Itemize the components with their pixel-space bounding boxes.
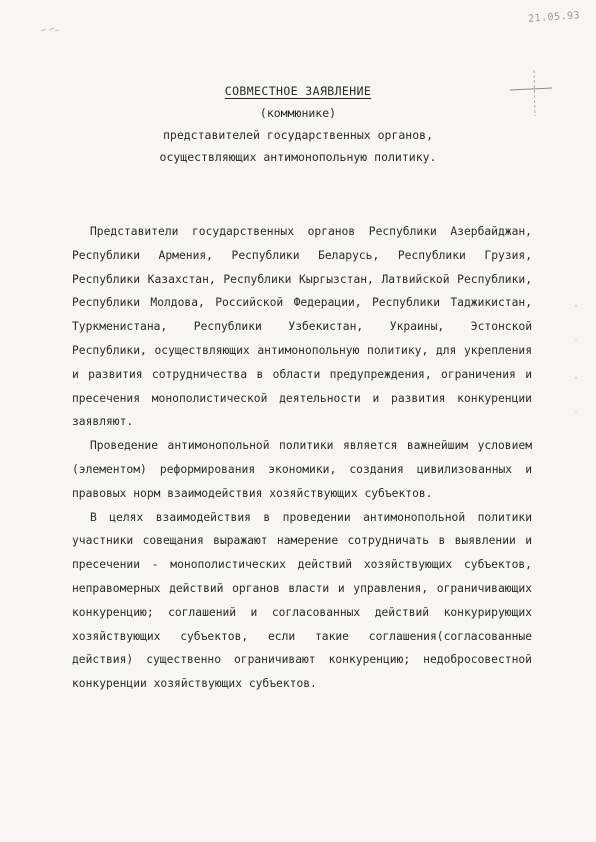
document-subtitle: (коммюнике): [259, 106, 337, 120]
paragraph-2: Проведение антимонопольной политики является важнейшим условием (элементом) реформирования экономики, создания цивилизованных и правовых норм взаимодействия хозяйствующих субъектов.: [72, 439, 532, 500]
paragraph-3: В целях взаимодействия в проведении антимонопольной политики участники совещания выражают намерение сотрудничать в выявлении и пресечении - монополистических действий хозяйствующих субъектов, неправомерных действий органов власти и управления, ограничивающих конкуренцию; соглашений и согласованных действий конкурирующих хозяйствующих субъектов, если такие соглашения(согласованные действия) существенно ограничивают конкуренцию; недобросовестной конкуренции хозяйствующих субъектов.: [72, 510, 532, 691]
paragraph-1: Представители государственных органов Республики Азербайджан, Республики Армения, Республики Беларусь, Республики Грузия, Республики Казахстан, Республики Кыргызстан, Латвийской Республики, Республики Молдова, Российской Федерации, Республики Таджикистан, Туркменистана, Республики Узбекистан, Украины, Эстонской Республики, осуществляющих антимонопольную политику, для укрепления и развития сотрудничества в области предупреждения, ограничения и пресечения монополистической деятельности и развития конкуренции заявляют.: [72, 225, 532, 429]
header-line-4: осуществляющих антимонопольную политику.: [159, 150, 437, 164]
document-title: СОВМЕСТНОЕ ЗАЯВЛЕНИЕ: [224, 84, 372, 98]
corner-scribble: [40, 24, 60, 34]
date-stamp: 21.05.93: [527, 10, 581, 25]
header-line-3: представителей государственных органов,: [162, 128, 434, 142]
document-body: [72, 220, 532, 696]
margin-speckles: [574, 300, 578, 420]
document-header: [0, 80, 596, 168]
